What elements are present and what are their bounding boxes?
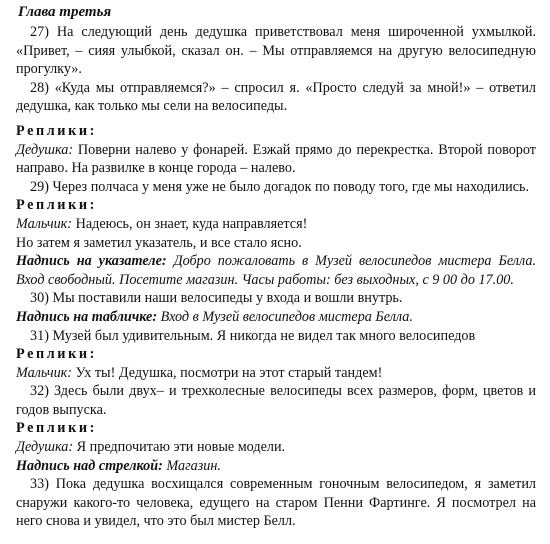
reply-text: Я предпочитаю эти новые модели. — [73, 439, 286, 456]
sign-text: Магазин. — [162, 457, 221, 474]
reply-text: Надеюсь, он знает, куда направляется! — [72, 215, 308, 232]
reply-grandpa-2 — [16, 438, 536, 457]
paragraph-30: 30) Мы поставили наши велосипеды у входа и вошли внутрь. — [30, 290, 403, 307]
paragraph-28: 28) «Куда мы отправляемся?» – спросил я. «Просто следуй за мной!» – ответил дедушка, как только мы сели на велосипеды. — [16, 79, 536, 115]
sign-text: Добро пожаловать в Музей велосипедов мистера Белла. Вход свободный. Посетите магазин. Часы работы: без выходных, с 9 00 до 17.00. — [16, 253, 536, 288]
replies-heading-3: Реплики: — [16, 346, 97, 363]
paragraph-32: 32) Здесь были двух– и трехколесные велосипеды всех размеров, форм, цветов и годов выпуска. — [16, 383, 536, 418]
chapter-title: Глава третья — [18, 4, 112, 20]
reply-text: Поверни налево у фонарей. Езжай прямо до перекрестка. Второй поворот направо. На развилке в конце города – налево. — [16, 141, 536, 177]
replies-heading-1: Реплики: — [16, 122, 97, 139]
replies-heading-2: Реплики: — [16, 197, 97, 214]
reply-role: Мальчик: — [16, 364, 73, 381]
sign-label: Надпись на табличке: — [16, 308, 158, 325]
paragraph-27: 27) На следующий день дедушка приветствовал меня широченной ухмылкой. «Привет, – сияя улыбкой, сказал он. – Мы отправляемся на другую велосипедную прогулку». — [16, 24, 536, 78]
sign-signpost — [16, 252, 536, 289]
sign-label: Надпись на указателе: — [16, 253, 167, 270]
reply-role: Мальчик: — [16, 215, 73, 232]
sign-label: Надпись над стрелкой: — [16, 457, 163, 474]
narration-line: Но затем я заметил указатель, и все стало ясно. — [16, 234, 302, 251]
reply-text: Ух ты! Дедушка, посмотри на этот старый тандем! — [72, 364, 383, 381]
reply-role: Дедушка: — [16, 141, 74, 158]
reply-role: Дедушка: — [16, 439, 74, 456]
reply-grandpa-1 — [16, 141, 536, 178]
sign-text: Вход в Музей велосипедов мистера Белла. — [157, 308, 413, 325]
reply-boy-2 — [16, 364, 536, 383]
paragraph-29: 29) Через полчаса у меня уже не было догадок по поводу того, где мы находились. — [30, 178, 530, 195]
paragraph-31: 31) Музей был удивительным. Я никогда не видел так много велосипедов — [30, 327, 476, 344]
sign-plaque — [16, 308, 536, 327]
sign-arrow — [16, 457, 536, 476]
paragraph-33: 33) Пока дедушка восхищался современным гоночным велосипедом, я заметил снаружи какого-то человека, едущего на старом Пенни Фартинге. Я посмотрел на него снова и увидел, что это был мистер Белл. — [16, 476, 536, 530]
replies-heading-4: Реплики: — [16, 420, 97, 437]
reply-boy-1 — [16, 215, 536, 234]
